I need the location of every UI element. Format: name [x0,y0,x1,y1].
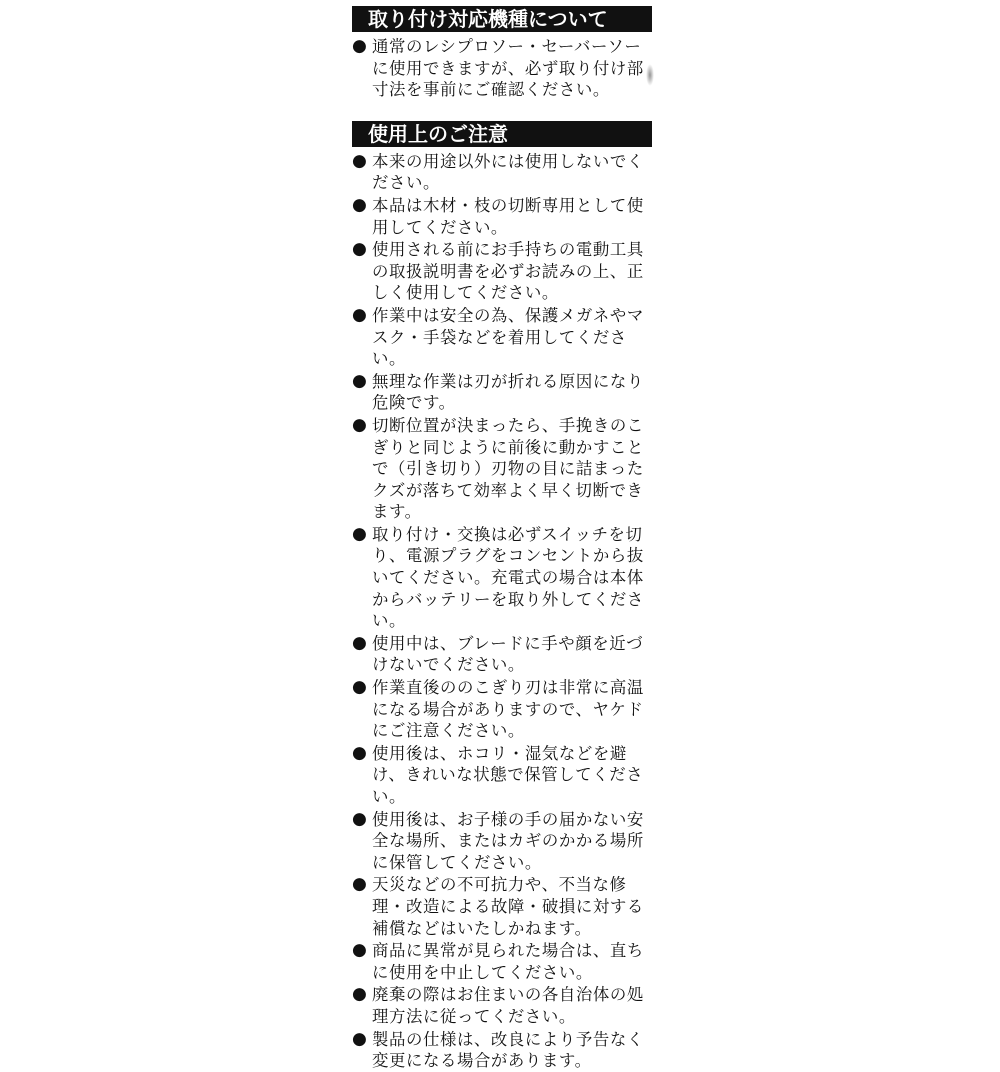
notice-sheet [352,6,652,1071]
list-item [352,677,652,742]
list-item-text: 本来の用途以外には使用しないでください。 [372,151,644,193]
bullet-icon: ● [352,632,367,653]
list-item-text: 使用後は、お子様の手の届かない安全な場所、またはカギのかかる場所に保管してください。 [372,809,644,872]
list-item [352,415,652,523]
list-item [352,633,652,676]
list-item [352,36,652,101]
bullet-icon: ● [352,940,367,961]
list-item [352,305,652,370]
list-item-text: 使用される前にお手持ちの電動工具の取扱説明書を必ずお読みの上、正しく使用してください。 [372,240,644,303]
bullet-icon: ● [352,194,367,215]
section-title-compatible-models: 取り付け対応機種について [352,6,652,32]
list-item [352,524,652,632]
list-item [352,1029,652,1072]
list-item [352,809,652,874]
list-item [352,151,652,194]
list-item-text: 通常のレシプロソー・セーバーソーに使用できますが、必ず取り付け部寸法を事前にご確認ください。 [372,37,644,100]
list-item-text: 製品の仕様は、改良により予告なく変更になる場合があります。 [372,1029,644,1071]
usage-precautions-list [352,151,652,1072]
list-item [352,195,652,238]
list-item [352,984,652,1027]
list-item [352,874,652,939]
bullet-icon: ● [352,36,367,56]
list-item-text: 取り付け・交換は必ずスイッチを切り、電源プラグをコンセントから抜いてください。充電式の場合は本体からバッテリーを取り外してください。 [372,524,644,631]
list-item [352,743,652,808]
compatible-models-list [352,36,652,101]
print-smudge [646,64,654,86]
list-item [352,239,652,304]
bullet-icon: ● [352,523,367,544]
list-item [352,940,652,983]
list-item-text: 作業直後ののこぎり刃は非常に高温になる場合がありますので、ヤケドにご注意ください。 [372,678,644,741]
bullet-icon: ● [352,304,367,325]
bullet-icon: ● [352,150,367,171]
list-item-text: 本品は木材・枝の切断専用として使用してください。 [372,195,644,237]
list-item-text: 切断位置が決まったら、手挽きのこぎりと同じように前後に動かすことで（引き切り）刃物の目に詰まったクズが落ちて効率よく早く切断できます。 [372,415,644,522]
list-item-text: 無理な作業は刃が折れる原因になり危険です。 [372,371,644,413]
list-item-text: 使用後は、ホコリ・湿気などを避け、きれいな状態で保管してください。 [372,743,644,806]
list-item-text: 天災などの不可抗力や、不当な修理・改造による故障・破損に対する補償などはいたしかねます。 [372,875,644,938]
list-item-text: 商品に異常が見られた場合は、直ちに使用を中止してください。 [372,941,644,982]
bullet-icon: ● [352,984,367,1005]
list-item-text: 作業中は安全の為、保護メガネやマスク・手袋などを着用してください。 [372,305,644,369]
list-item-text: 廃棄の際はお住まいの各自治体の処理方法に従ってください。 [372,985,644,1026]
bullet-icon: ● [352,808,367,829]
list-item [352,371,652,414]
bullet-icon: ● [352,239,367,260]
bullet-icon: ● [352,742,367,763]
list-item-text: 使用中は、ブレードに手や顔を近づけないでください。 [372,633,644,675]
section-title-usage-precautions: 使用上のご注意 [352,121,652,147]
bullet-icon: ● [352,1028,367,1049]
bullet-icon: ● [352,370,367,391]
bullet-icon: ● [352,677,367,698]
bullet-icon: ● [352,874,367,895]
bullet-icon: ● [352,414,367,435]
